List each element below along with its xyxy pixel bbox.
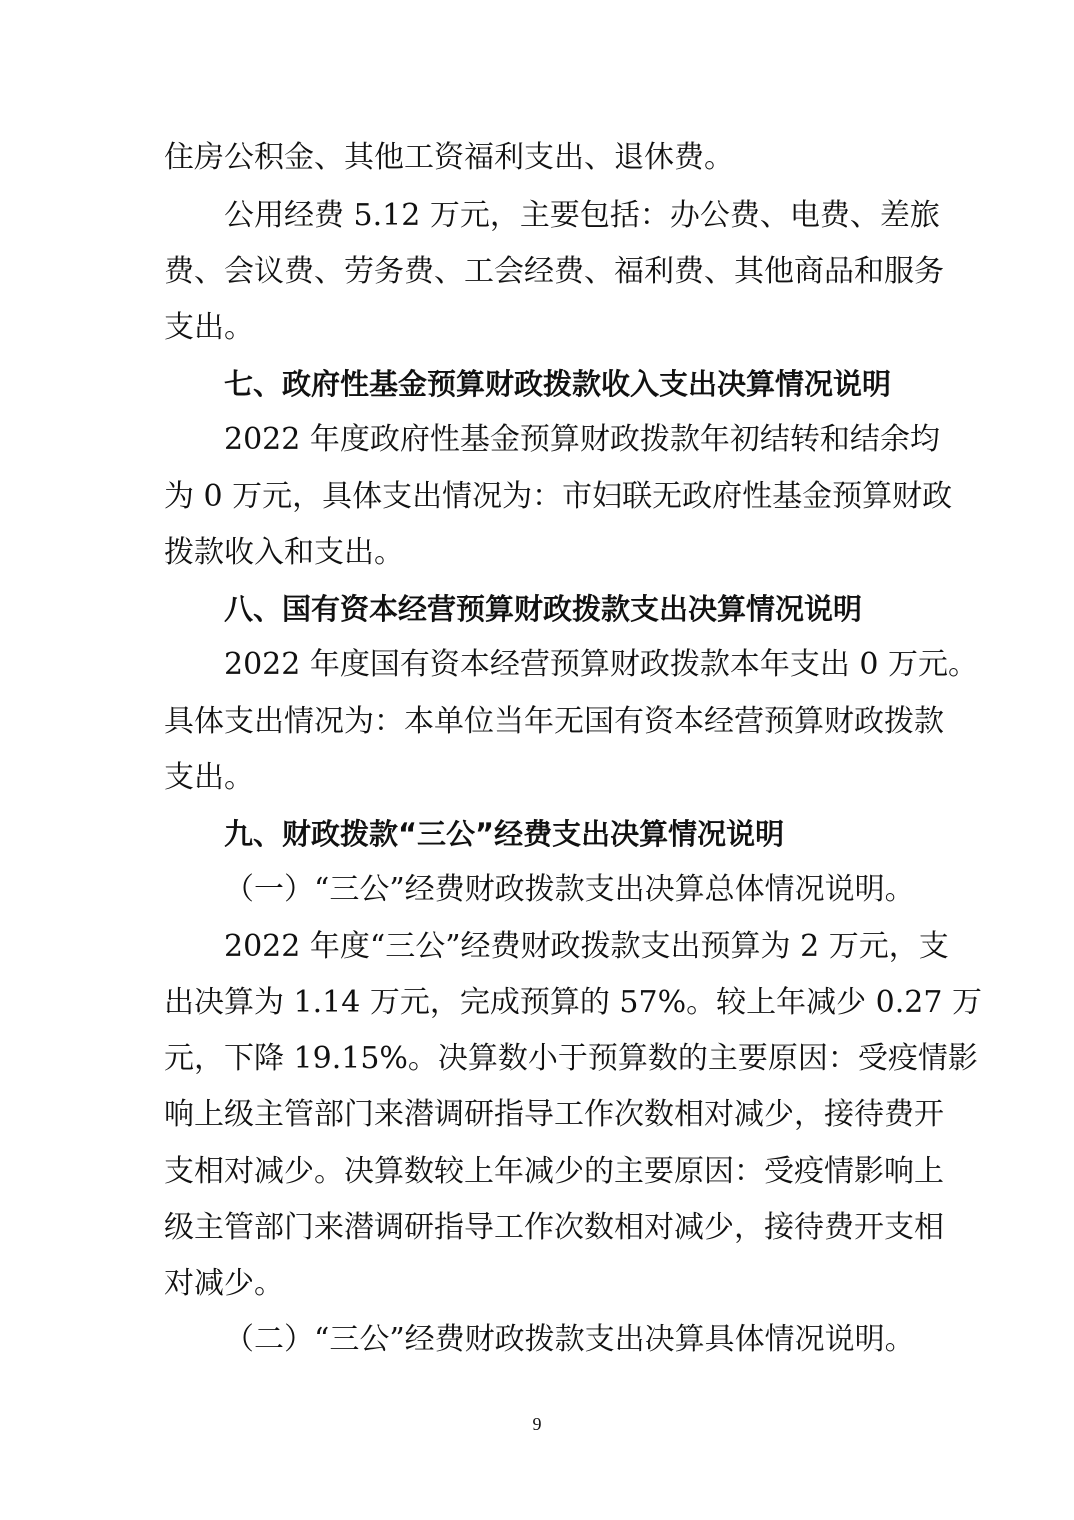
body-text-line: 元，下降 19.15%。决算数小于预算数的主要原因：受疫情影 (164, 1041, 978, 1076)
section-heading-9: 九、财政拨款“三公”经费支出决算情况说明 (224, 817, 785, 851)
section-heading-8: 八、国有资本经营预算财政拨款支出决算情况说明 (224, 592, 863, 626)
body-text-line: 支相对减少。决算数较上年减少的主要原因：受疫情影响上 (164, 1154, 944, 1189)
body-text-line: 住房公积金、其他工资福利支出、退休费。 (164, 140, 734, 175)
body-text-line: 拨款收入和支出。 (164, 535, 404, 570)
body-text-line: 为 0 万元，具体支出情况为：市妇联无政府性基金预算财政 (164, 479, 953, 514)
body-text-line: 2022 年度国有资本经营预算财政拨款本年支出 0 万元。 (224, 647, 979, 682)
subsection-heading-2: （二）“三公”经费财政拨款支出决算具体情况说明。 (224, 1322, 915, 1357)
body-text-line: 2022 年度政府性基金预算财政拨款年初结转和结余均 (224, 422, 940, 457)
subsection-heading-1: （一）“三公”经费财政拨款支出决算总体情况说明。 (224, 872, 915, 907)
section-heading-7: 七、政府性基金预算财政拨款收入支出决算情况说明 (224, 367, 892, 401)
body-text-line: 支出。 (164, 760, 254, 795)
body-text-line: 支出。 (164, 310, 254, 345)
body-text-line: 出决算为 1.14 万元，完成预算的 57%。较上年减少 0.27 万 (164, 985, 982, 1020)
page-number: 9 (532, 1414, 542, 1434)
body-text-line: 响上级主管部门来潜调研指导工作次数相对减少，接待费开 (164, 1097, 944, 1132)
body-text-line: 2022 年度“三公”经费财政拨款支出预算为 2 万元，支 (224, 929, 949, 964)
body-text-line: 具体支出情况为：本单位当年无国有资本经营预算财政拨款 (164, 704, 944, 739)
body-text-line: 费、会议费、劳务费、工会经费、福利费、其他商品和服务 (164, 254, 944, 289)
body-text-line: 对减少。 (164, 1266, 284, 1301)
body-text-line: 级主管部门来潜调研指导工作次数相对减少，接待费开支相 (164, 1210, 944, 1245)
body-text-line: 公用经费 5.12 万元，主要包括：办公费、电费、差旅 (224, 198, 940, 233)
